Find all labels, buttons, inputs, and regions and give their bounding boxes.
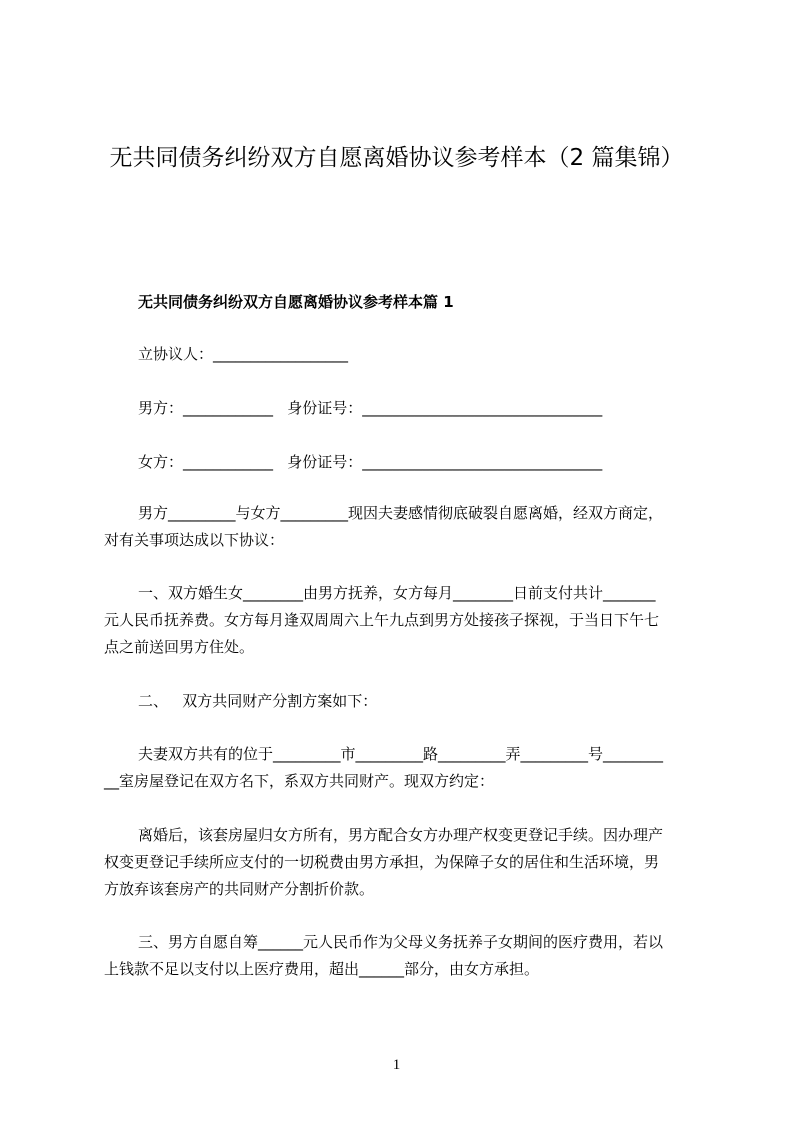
paragraph-line: 男方_________与女方_________现因夫妻感情彻底破裂自愿离婚，经双方商定，	[138, 504, 664, 522]
clause-3-paragraph	[104, 929, 700, 983]
paragraph-line: 一、双方婚生女________由男方抚养，女方每月________日前支付共计_______	[138, 584, 656, 602]
paragraph-line: 权变更登记手续所应支付的一切税费由男方承担，为保障子女的居住和生活环境，男	[104, 853, 660, 871]
agreement-party-line: 立协议人：__________________	[138, 345, 349, 363]
paragraph-line: 三、男方自愿自筹______元人民币作为父母义务抚养子女期间的医疗费用，若以	[138, 933, 664, 951]
paragraph-line: 上钱款不足以支付以上医疗费用，超出______部分，由女方承担。	[104, 960, 540, 978]
property-paragraph	[104, 741, 700, 795]
paragraph-line: 元人民币抚养费。女方每月逢双周周六上午九点到男方处接孩子探视，于当日下午七	[104, 611, 660, 629]
intro-paragraph	[104, 500, 700, 554]
section-heading: 无共同债务纠纷双方自愿离婚协议参考样本篇 1	[138, 293, 454, 311]
paragraph-line: 点之前送回男方住处。	[104, 638, 255, 656]
paragraph-line: 夫妻双方共有的位于_________市_________路_________弄_________号________	[138, 745, 664, 763]
clause-2-heading	[104, 688, 700, 715]
male-party-line: 男方：____________ 身份证号：________________________________	[138, 399, 603, 417]
paragraph-line: __室房屋登记在双方名下，系双方共同财产。现双方约定：	[104, 772, 495, 790]
female-party-line: 女方：____________ 身份证号：________________________________	[138, 453, 603, 471]
after-divorce-paragraph	[104, 822, 700, 903]
paragraph-line: 二、 双方共同财产分割方案如下：	[138, 692, 378, 710]
page-title: 无共同债务纠纷双方自愿离婚协议参考样本（2 篇集锦）	[109, 145, 684, 171]
paragraph-line: 方放弃该套房产的共同财产分割折价款。	[104, 880, 375, 898]
paragraph-line: 离婚后，该套房屋归女方所有，男方配合女方办理产权变更登记手续。因办理产	[138, 826, 664, 844]
paragraph-line: 对有关事项达成以下协议：	[104, 531, 285, 549]
page-number: 1	[392, 1057, 401, 1073]
clause-1-paragraph	[104, 580, 700, 661]
